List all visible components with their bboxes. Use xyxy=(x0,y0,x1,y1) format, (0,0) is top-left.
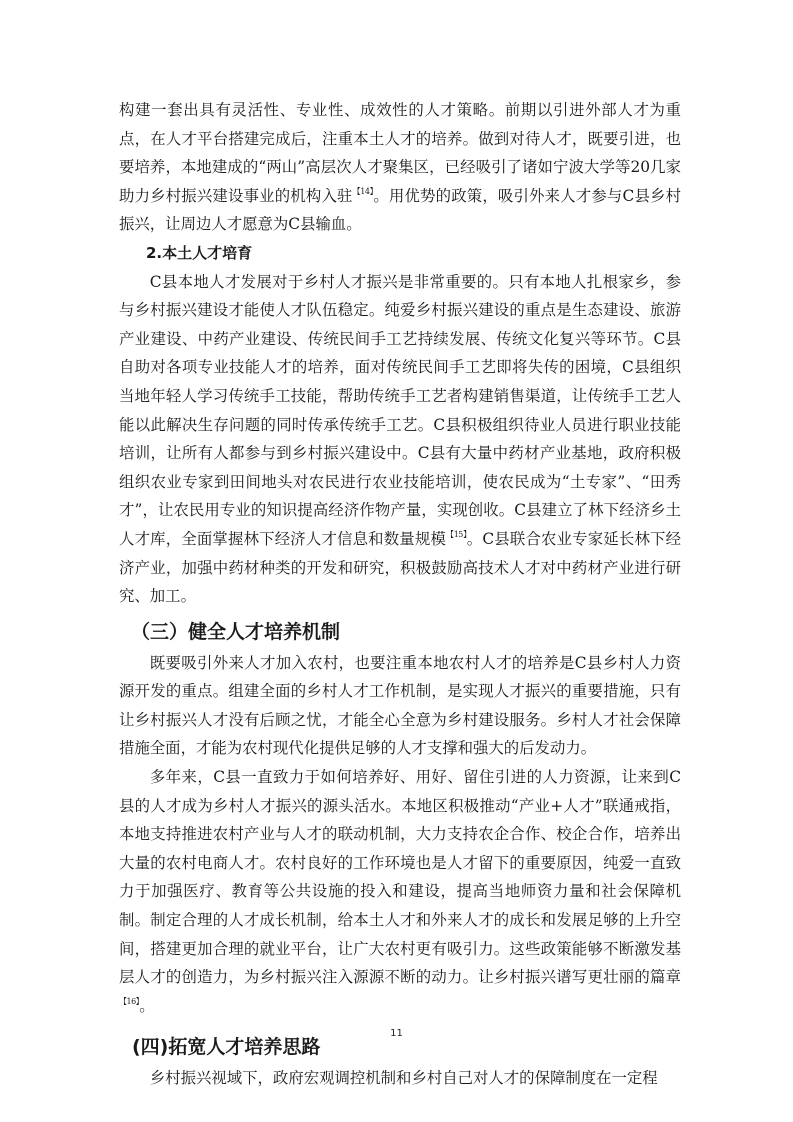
page-number: 11 xyxy=(390,1028,403,1039)
paragraph-local-talent xyxy=(119,268,681,611)
section-heading-4: (四)拓宽人才培养思路 xyxy=(132,1036,321,1059)
paragraph-talent-strategy xyxy=(119,96,681,239)
paragraph-mechanism-intro: 既要吸引外来人才加入农村，也要注重本地农村人才的培养是C县乡村人力资源开发的重点。组建全面的乡村人才工作机制，是实现人才振兴的重要措施，只有让乡村振兴人才没有后顾之忧，才能全心全意为乡村建设服务。乡村人才社会保障措施全面，才能为农村现代化提供足够的人才支撑和强大的后发动力。 xyxy=(119,653,681,758)
citation-15[interactable]: 【15】 xyxy=(446,529,467,539)
paragraph-text: C县本地人才发展对于乡村人才振兴是非常重要的。只有本地人扎根家乡，参与乡村振兴建设才能使人才队伍稳定。纯爱乡村振兴建设的重点是生态建设、旅游产业建设、中药产业建设、传统民间手工艺持续发展、传统文化复兴等环节。C县自助对各项专业技能人才的培养，面对传统民间手工艺即将失传的困境，C县组织当地年轻人学习传统手工技能，帮助传统手工艺者构建销售渠道，让传统手工艺人能以此解决生存问题的同时传承传统手工艺。C县积极组织待业人员进行职业技能培训，让所有人都参与到乡村振兴建设中。C县有大量中药材产业基地，政府积极组织农业专家到田间地头对农民进行农业技能培训，使农民成为“土专家”、“田秀才”，让农民用专业的知识提高经济作物产量，实现创收。C县建立了林下经济乡土人才库，全面掌握林下经济人才信息和数量规模 xyxy=(119,272,681,548)
page-body xyxy=(119,96,681,1093)
citation-14[interactable]: 【14】 xyxy=(352,186,374,196)
paragraph-text-tail: 。C县联合农业专家延长林下经济产业，加强中药材种类的开发和研究，积极鼓励高技术人才对中药材产业进行研究、加工。 xyxy=(119,529,681,606)
subheading-local-talent: 2.本土人才培育 xyxy=(146,243,253,262)
paragraph-text: 多年来，C县一直致力于如何培养好、用好、留住引进的人力资源，让来到C县的人才成为乡村人才振兴的源头活水。本地区积极推动“产业+人才”联通戒指，本地支持推进农村产业与人才的联动机制，大力支持农企合作、校企合作，培养出大量的农村电商人才。农村良好的工作环境也是人才留下的重要原因，纯爱一直致力于加强医疗、教育等公共设施的投入和建设，提高当地师资力量和社会保障机制。制定合理的人才成长机制，给本土人才和外来人才的成长和发展足够的上升空间，搭建更加合理的就业平台，让广大农村更有吸引力。这些政策能够不断激发基层人才的创造力，为乡村振兴注入源源不断的动力。让乡村振兴谱写更壮丽的篇章 xyxy=(119,768,681,987)
section-heading-3: （三）健全人才培养机制 xyxy=(131,620,341,643)
paragraph-text-tail: 。用优势的政策，吸引外来人才参与C县乡村振兴，让周边人才愿意为C县输血。 xyxy=(119,186,681,234)
citation-16[interactable]: 【16】 xyxy=(119,996,140,1006)
paragraph-broaden-ideas: 乡村振兴视域下，政府宏观调控机制和乡村自己对人才的保障制度在一定程 xyxy=(149,1069,658,1088)
paragraph-text-tail: 。 xyxy=(139,996,155,1015)
paragraph-mechanism-detail xyxy=(119,763,681,1020)
paragraph-text: 构建一套出具有灵活性、专业性、成效性的人才策略。前期以引进外部人才为重点，在人才平台搭建完成后，注重本土人才的培养。做到对待人才，既要引进，也要培养，本地建成的“两山”高层次人才聚集区，已经吸引了诸如宁波大学等20几家助力乡村振兴建设事业的机构入驻 xyxy=(119,101,681,205)
